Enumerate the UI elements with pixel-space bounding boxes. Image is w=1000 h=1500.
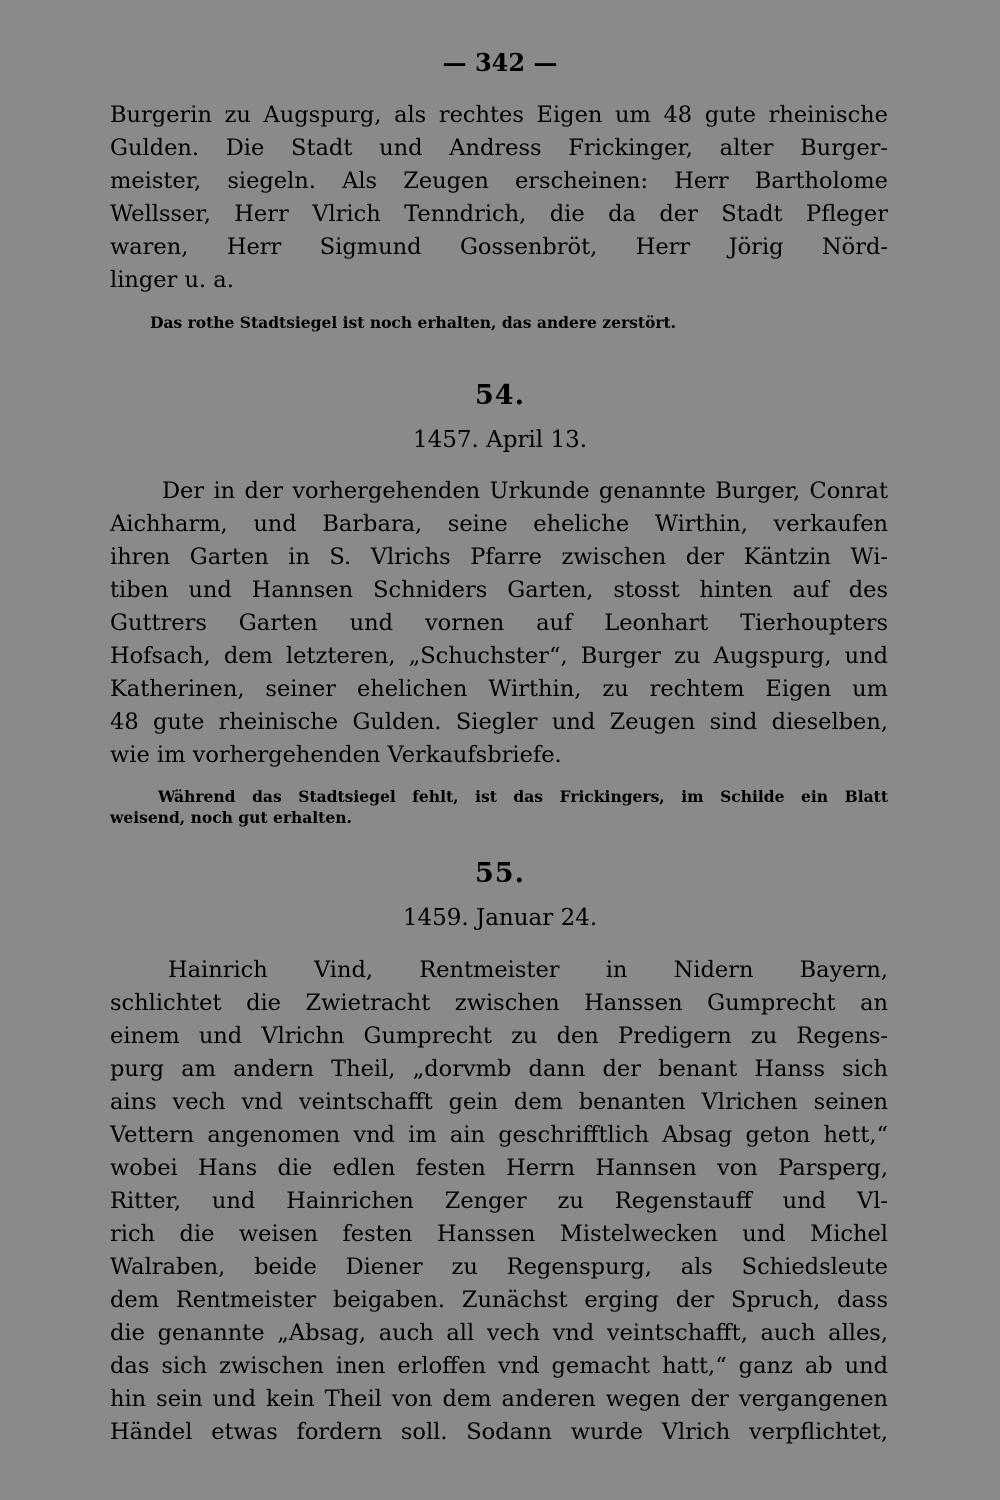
document-number: 54. — [475, 380, 525, 411]
page-number: — 342 — — [442, 48, 558, 77]
document-number: 55. — [475, 858, 525, 889]
note-line: Während das Stadtsiegel fehlt, ist das Frickingers, im Schilde ein Blatt — [158, 787, 888, 806]
text-line: Guttrers Garten und vornen auf Leonhart Tierhoupters — [110, 610, 888, 636]
document-54-paragraph — [110, 475, 888, 772]
text-line: Hainrich Vind, Rentmeister in Nidern Bayern, — [168, 957, 888, 983]
text-line: 48 gute rheinische Gulden. Siegler und Zeugen sind dieselben, — [110, 709, 888, 735]
text-line: das sich zwischen inen erloffen vnd gemacht hatt,“ ganz ab und — [110, 1353, 888, 1379]
text-line: Burgerin zu Augspurg, als rechtes Eigen um 48 gute rheinische — [110, 102, 888, 128]
text-line: wobei Hans die edlen festen Herrn Hannsen von Parsperg, — [110, 1155, 888, 1181]
text-line: ihren Garten in S. Vlrichs Pfarre zwischen der Käntzin Wi- — [110, 544, 888, 570]
text-line: ains vech vnd veintschafft gein dem benanten Vlrichen seinen — [110, 1089, 888, 1115]
text-line: Händel etwas fordern soll. Sodann wurde Vlrich verpflichtet, — [110, 1419, 888, 1445]
text-line: Aichharm, und Barbara, seine eheliche Wirthin, verkaufen — [110, 511, 888, 537]
text-line: die genannte „Absag, auch all vech vnd veintschafft, auch alles, — [110, 1320, 888, 1346]
text-line: Vettern angenomen vnd im ain geschrifftlich Absag geton hett,“ — [110, 1122, 888, 1148]
text-line: linger u. a. — [110, 267, 234, 293]
text-line: rich die weisen festen Hanssen Mistelwecken und Michel — [110, 1221, 888, 1247]
seal-note — [150, 312, 850, 333]
text-line: Wellsser, Herr Vlrich Tenndrich, die da der Stadt Pfleger — [110, 201, 888, 227]
text-line: Katherinen, seiner ehelichen Wirthin, zu rechtem Eigen um — [110, 676, 888, 702]
document-date: 1457. April 13. — [412, 427, 588, 453]
text-line: Gulden. Die Stadt und Andress Frickinger, alter Burger- — [110, 135, 888, 161]
note-line: weisend, noch gut erhalten. — [110, 808, 352, 827]
text-line: purg am andern Theil, „dorvmb dann der benant Hanss sich — [110, 1056, 888, 1082]
text-line: einem und Vlrichn Gumprecht zu den Predigern zu Regens- — [110, 1023, 888, 1049]
document-55-paragraph — [110, 954, 888, 1449]
text-line: Hofsach, dem letzteren, „Schuchster“, Burger zu Augspurg, und — [110, 643, 888, 669]
text-line: waren, Herr Sigmund Gossenbröt, Herr Jörig Nörd- — [110, 234, 888, 260]
note-line: Das rothe Stadtsiegel ist noch erhalten, das andere zerstört. — [150, 313, 677, 332]
text-line: hin sein und kein Theil von dem anderen wegen der vergangenen — [110, 1386, 888, 1412]
document-date: 1459. Januar 24. — [402, 905, 598, 931]
text-line: dem Rentmeister beigaben. Zunächst erging der Spruch, dass — [110, 1287, 888, 1313]
text-line: tiben und Hannsen Schniders Garten, stosst hinten auf des — [110, 577, 888, 603]
text-line: wie im vorhergehenden Verkaufsbriefe. — [110, 742, 562, 768]
text-line: meister, siegeln. Als Zeugen erscheinen: Herr Bartholome — [110, 168, 888, 194]
text-line: Ritter, und Hainrichen Zenger zu Regenstauff und Vl- — [110, 1188, 888, 1214]
seal-note — [110, 786, 888, 828]
intro-paragraph — [110, 99, 888, 297]
text-line: Walraben, beide Diener zu Regenspurg, als Schiedsleute — [110, 1254, 888, 1280]
text-line: Der in der vorhergehenden Urkunde genannte Burger, Conrat — [162, 478, 888, 504]
text-line: schlichtet die Zwietracht zwischen Hanssen Gumprecht an — [110, 990, 888, 1016]
